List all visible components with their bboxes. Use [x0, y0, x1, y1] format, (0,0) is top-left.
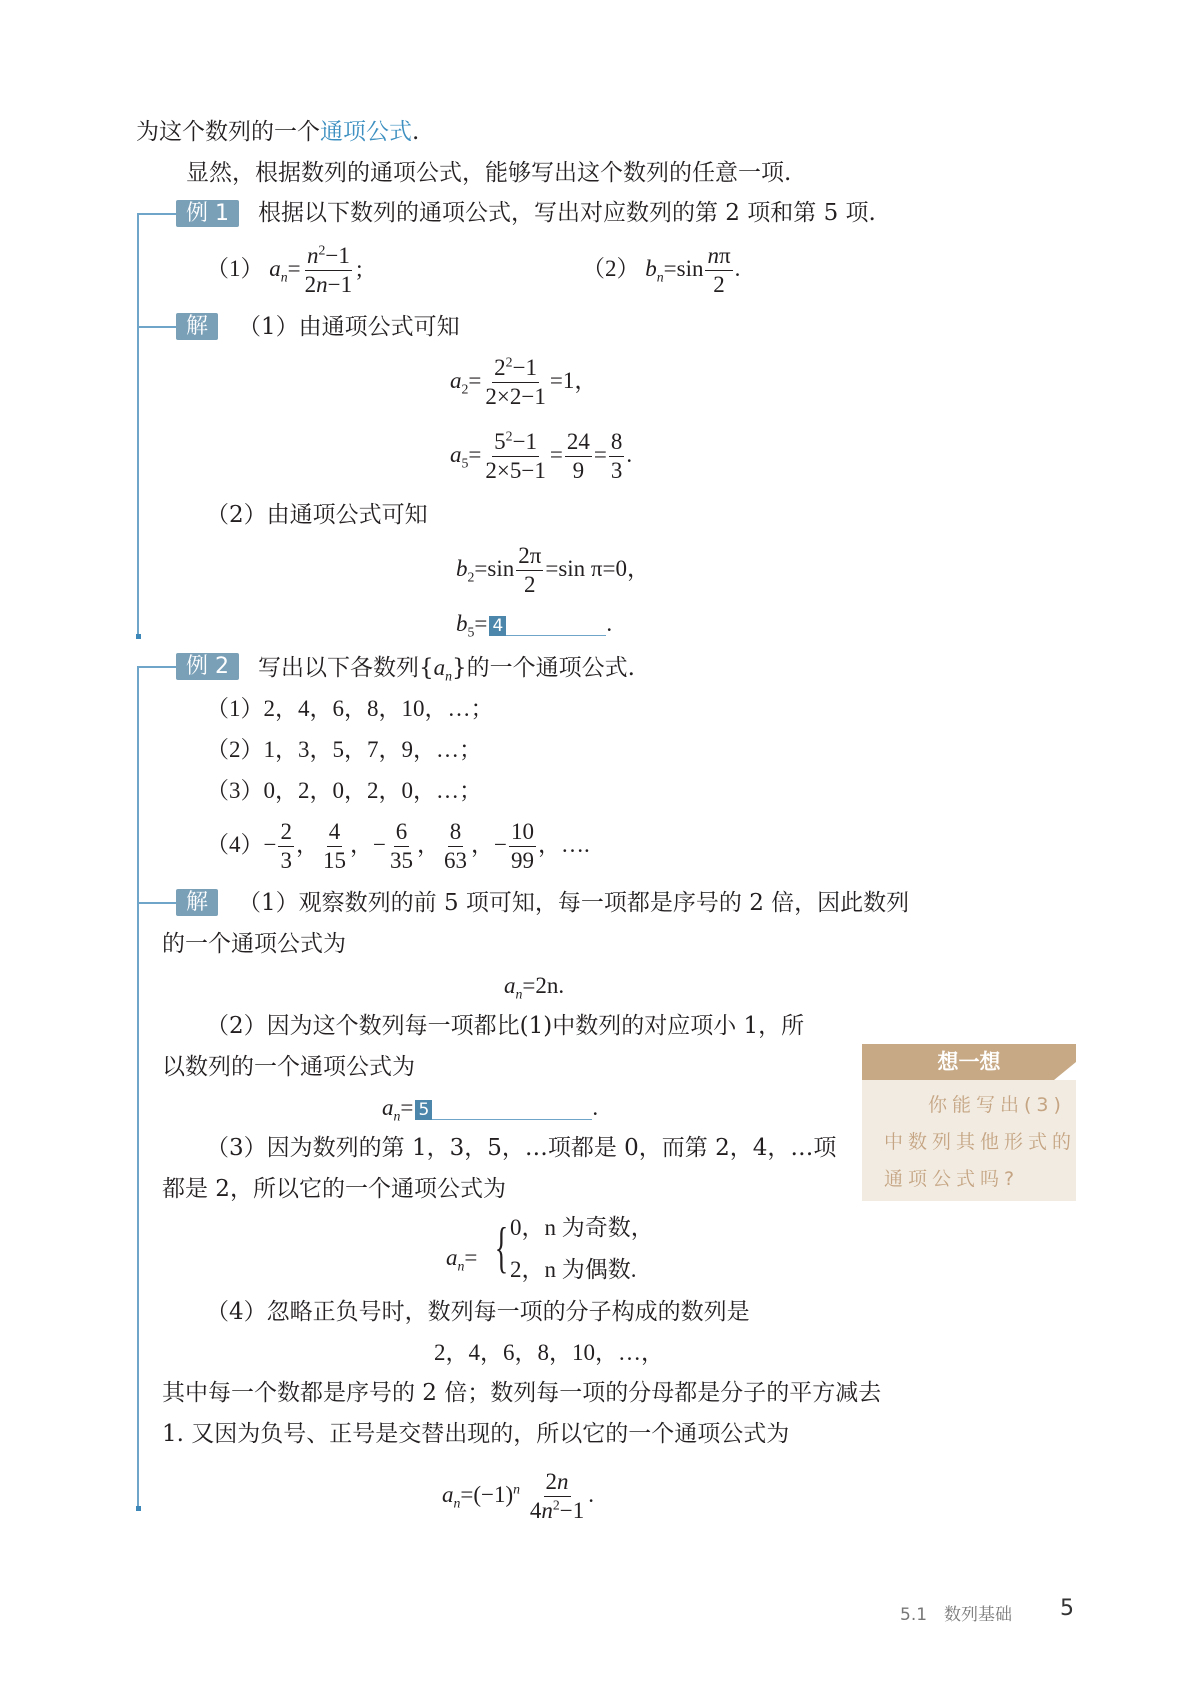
think-box-title: 想一想: [862, 1044, 1076, 1080]
sol1-b2-formula: $b_2=\sin$ $\frac{2\pi}{2}$ =sin π=0，: [456, 543, 650, 598]
seq4-term: [319, 819, 373, 874]
sol2-p3-line2: 都是 2，所以它的一个通项公式为: [162, 1176, 506, 1202]
sol2-p1-formula: $a_n=2n$.: [504, 973, 565, 1002]
ex1-bracket-vertical: [137, 213, 139, 636]
blank-4-answer-line[interactable]: [506, 613, 606, 636]
sol2-p4-line2: 其中每一个数都是序号的 2 倍；数列每一项的分母都是分子的平方减去: [162, 1380, 882, 1406]
example-1-tag: 例 1: [176, 200, 239, 227]
seq4-fraction: [321, 820, 348, 873]
think-box-corner-fold: [1054, 1062, 1076, 1080]
seq4-numerator: 2: [278, 820, 294, 847]
ex2-bracket-end-dot: [136, 1506, 141, 1511]
example-2-question: 写出以下各数列$\{a_n\}$的一个通项公式.: [258, 655, 635, 684]
solution-1-part1: （1）由通项公式可知: [238, 314, 460, 340]
seq4-term-sign: −: [493, 831, 507, 857]
intro-prefix: 为这个数列的一个: [136, 119, 320, 145]
solution-2-tag: 解: [176, 889, 218, 916]
ex1-fraction-a: $\frac{n^2-1}{2n-1}$: [304, 242, 353, 298]
seq4-denominator: 99: [510, 848, 534, 874]
sol2-p3-line1: （3）因为数列的第 1，3，5，…项都是 0，而第 2，4，…项: [206, 1135, 837, 1161]
ex1-item-1-label: （1）: [206, 255, 264, 281]
intro-line-2: 显然，根据数列的通项公式，能够写出这个数列的任意一项.: [186, 160, 792, 186]
blank-4-marker: 4: [489, 616, 506, 636]
sol2-p4-line3: 1. 又因为负号、正号是交替出现的，所以它的一个通项公式为: [162, 1421, 790, 1447]
think-box-line-1: 你能写出(3): [928, 1094, 1066, 1116]
ex2-question-prefix: 写出以下各数列{: [258, 655, 434, 681]
seq4-fraction: [442, 820, 469, 873]
ex2-sequence-4: [206, 820, 590, 873]
seq4-denominator: 15: [322, 848, 346, 874]
blank-5-marker: 5: [415, 1100, 432, 1120]
ex1-item-2: （2） $b_n=\sin$ $\frac{n\pi}{2}$ .: [582, 243, 741, 298]
piecewise-brace: {: [494, 1217, 509, 1279]
footer-section-title: 5.1 数列基础: [900, 1605, 1013, 1625]
sol1-a2-result: =1，: [549, 367, 598, 393]
ex2-bracket-top: [138, 666, 176, 668]
seq4-comma: ，: [295, 831, 319, 857]
ex2-seq4-tail: ，….: [537, 831, 590, 857]
ex1-fraction-b: $\frac{n\pi}{2}$: [707, 243, 731, 298]
seq4-term: [263, 819, 319, 874]
seq4-numerator: 6: [394, 820, 410, 847]
seq4-term: [440, 819, 494, 874]
sol2-p2-formula: $a_n= 5$ .: [382, 1095, 599, 1124]
term-general-formula: 通项公式: [320, 119, 412, 145]
ex1-bracket-top: [138, 213, 176, 215]
seq4-denominator: 35: [389, 848, 413, 874]
ex1-bracket-end-dot: [136, 634, 141, 639]
seq4-denominator: 3: [280, 848, 292, 874]
solution-1-part2: （2）由通项公式可知: [206, 502, 428, 528]
solution-1-tag: 解: [176, 313, 218, 340]
seq4-comma: ，: [349, 831, 373, 857]
sol2-bracket-top: [138, 902, 176, 904]
sol2-p4-line1: （4）忽略正负号时，数列每一项的分子构成的数列是: [206, 1299, 750, 1325]
ex2-question-suffix: }的一个通项公式.: [452, 655, 635, 681]
ex2-sequence-3: （3）0，2，0，2，0，…；: [206, 778, 482, 803]
sol1-bracket-top: [138, 326, 176, 328]
ex2-seq4-label: （4）: [206, 831, 264, 857]
think-box-line-3: 通项公式吗?: [884, 1168, 1020, 1190]
seq4-comma: ，: [470, 831, 494, 857]
ex1-item-1: （1） $a_n=$ $\frac{n^2-1}{2n-1}$ ;: [206, 242, 363, 298]
sol2-p2-line1: （2）因为这个数列每一项都比(1)中数列的对应项小 1，所: [206, 1013, 805, 1039]
sol2-p4-sign-factor: =(−1): [460, 1481, 514, 1507]
seq4-numerator: 8: [448, 820, 464, 847]
sol1-a2-formula: $a_2=$ $\frac{2^2-1}{2\times 2-1}$ =1，: [450, 354, 598, 410]
sol2-p4-sequence: 2，4，6，8，10，…，: [434, 1340, 664, 1365]
sol2-p2-line2: 以数列的一个通项公式为: [162, 1054, 415, 1080]
seq4-term-sign: −: [263, 831, 277, 857]
seq4-term: [493, 819, 538, 874]
sol1-b2-tail: =sin π=0，: [545, 555, 650, 581]
piecewise-case-even: 2，n 为偶数.: [510, 1257, 637, 1282]
sol2-p1-line1: （1）观察数列的前 5 项可知，每一项都是序号的 2 倍，因此数列: [238, 890, 910, 916]
seq4-numerator: 4: [327, 820, 343, 847]
example-2-tag: 例 2: [176, 653, 239, 680]
seq4-term-sign: −: [372, 831, 386, 857]
sol1-b5-formula: $b_5= 4$ .: [456, 611, 613, 640]
seq4-denominator: 63: [443, 848, 467, 874]
ex1-sin: sin: [676, 255, 704, 281]
sol2-p1-rhs: =2n.: [522, 973, 565, 998]
intro-period: .: [412, 119, 420, 145]
ex2-bracket-vertical: [137, 666, 139, 1508]
seq4-fraction: [388, 820, 415, 873]
sol1-a5-formula: $a_5=$ $\frac{5^2-1}{2\times 5-1}$ = $\frac{24}{9}$ = $\frac{8}{3}$ .: [450, 428, 633, 484]
ex2-sequence-1: （1）2，4，6，8，10，…；: [206, 696, 494, 721]
intro-line-1: [136, 121, 419, 144]
piecewise-case-odd: 0，n 为奇数，: [510, 1215, 654, 1240]
sol2-p1-line2: 的一个通项公式为: [162, 931, 346, 957]
blank-5-answer-line[interactable]: [432, 1097, 592, 1120]
sol2-p4-formula: $a_n=(-1)^n$ $\frac{2n}{4n^2-1}$ .: [442, 1469, 594, 1524]
seq4-comma: ，: [416, 831, 440, 857]
seq4-fraction: [509, 820, 536, 873]
example-1-question: 根据以下数列的通项公式，写出对应数列的第 2 项和第 5 项.: [258, 200, 876, 226]
seq4-numerator: 10: [509, 820, 536, 847]
seq4-fraction: [278, 820, 294, 873]
think-box-line-2: 中数列其他形式的: [884, 1131, 1077, 1153]
ex2-sequence-2: （2）1，3，5，7，9，…；: [206, 737, 482, 762]
ex1-item-2-label: （2）: [582, 255, 640, 281]
ex2-seq4-terms: [263, 819, 538, 874]
seq4-term: [372, 819, 440, 874]
footer-page-number: 5: [1060, 1596, 1074, 1621]
